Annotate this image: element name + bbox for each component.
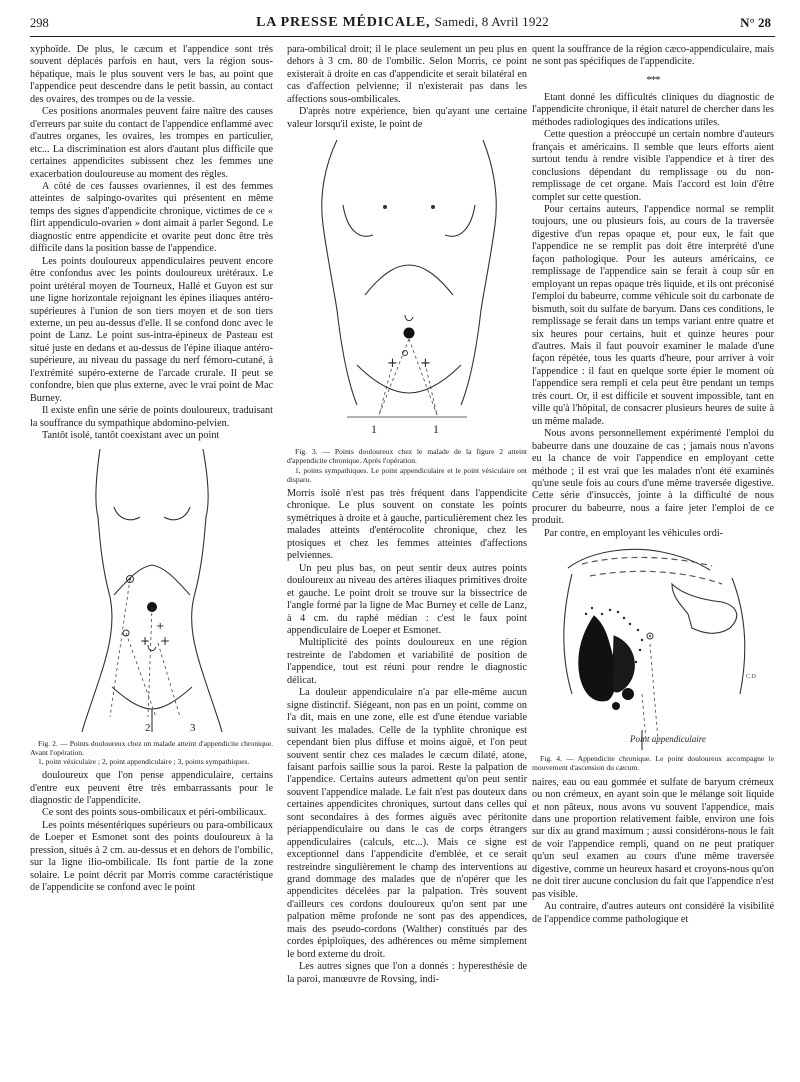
column-1 bbox=[30, 44, 273, 895]
paragraph: Ces positions anormales peuvent faire naître des causes d'erreurs par suite du contact de l'appendice enflammé avec d'autres organes, les ovaires, les trompes en particulier, etc... La discrimination est alors d'autant plus difficile que certaines appendicites subissent chez les femmes une exacerbation douloureuse au moment des règles. bbox=[30, 106, 273, 180]
caption-text: Fig. 4. — Appendicite chronique. Le point douloureux accompagne le mouvement d'ascension du cæcum. bbox=[532, 754, 774, 773]
caption-legend: 1, point vésiculaire ; 2, point appendiculaire ; 3, points sympathiques. bbox=[38, 756, 250, 766]
column-3 bbox=[532, 44, 774, 926]
paragraph: Pour certains auteurs, l'appendice normal se remplit toujours, une ou plusieurs fois, au cours de la traversée digestive d'un repas opaque et, pour eux, le fait que l'appendice ne se remplit pas doit être interprété d'une façon pathologique. Pour les auteurs américains, ce remplissage de l'appendice sain se ferait à coup sûr en employant un repas opaque très liquide, et ils ont préconisé l'emploi du babeurre, comme véhicule soit du carbonate de bismuth, soit du sulfate de baryum. Dans ces conditions, le remplissage se ferait dans un temps variant entre quatre et six heures pour certains, huit et quinze heures pour d'autres. Mais il faut pouvoir examiner le malade d'une façon répétée, tous les quarts d'heure, pour arriver à voir l'appendice : il faut en quelque sorte épier le moment où l'appendice sera rempli et cela peut être pendant un temps très court. Or, il est difficile et souvent impossible, tant en ville qu'à l'hôpital, de consacrer plusieurs heures de suite à un même malade. bbox=[532, 203, 774, 427]
paragraph: Un peu plus bas, on peut sentir deux autres points douloureux au niveau des artères iliaques primitives droite et gauche. Le point droit se trouve sur la bissectrice de l'angle formé par la ligne de Mac Burney et celle de Lanz, à 4 cm. du raphé médian : c'est le faux point appendiculaire de Loeper et Esmonet. bbox=[287, 562, 527, 636]
section-separator bbox=[532, 75, 774, 86]
figure-4-caption bbox=[532, 754, 774, 772]
issue-date: Samedi, 8 Avril 1922 bbox=[434, 14, 549, 29]
torso-illustration-fig2 bbox=[30, 447, 273, 737]
paragraph: D'après notre expérience, bien qu'ayant une certaine valeur lorsqu'il existe, le point de bbox=[287, 106, 527, 130]
asterism: *** bbox=[646, 73, 660, 86]
svg-text:+: + bbox=[160, 633, 171, 648]
paragraph: Il existe enfin une série de points douloureux, traduisant la souffrance du sympathique abdomino-pelvien. bbox=[30, 405, 273, 429]
caption-text: Fig. 3. — Points douloureux chez le malade de la figure 2 atteint d'appendicite chronique. Après l'opération. bbox=[287, 447, 527, 466]
paragraph: Les points douloureux appendiculaires peuvent encore être confondus avec les points douloureux urétéraux. Le point urétéral moyen de Tourneux, Hallé et Guyon est sur une ligne horizontale rejoignant les épines iliaques antéro-supérieures à l'union de son tiers moyen et de son tiers externe, un peu au-dessus d'elle. Il se confond donc avec le point de Lanz. Le point sus-intra-épineux de Pasteau est situé juste en dedans et au-dessus de l'épine iliaque antéro-supérieure, au niveau du passage du nerf fémoro-cutané, à l'extrémité supéro-externe de l'arcade crurale. Il peut se confondre, bien que plus externe, avec le vrai point de Mac Burney. bbox=[30, 255, 273, 404]
svg-text:+: + bbox=[420, 356, 431, 372]
paragraph: quent la souffrance de la région cæco-appendiculaire, mais ne sont pas spécifiques de l'appendicite. bbox=[532, 44, 774, 68]
paragraph: xyphoïde. De plus, le cæcum et l'appendice sont très souvent déplacés parfois en haut, vers la région sous-hépatique, mais le plus souvent vers le bas, au point que l'appendice peut descendre dans le petit bassin, au contact des ovaires, des trompes ou de la vessie. bbox=[30, 44, 273, 105]
svg-text:+: + bbox=[156, 620, 165, 632]
paragraph: naires, eau ou eau gommée et sulfate de baryum crémeux ou non crémeux, en ayant soin que le mélange soit liquide et non pâteux, nous avons vu souvent l'appendice, mais dans une proportion relativement faible, environ une fois sur dix au grand maximum ; aussi considérons-nous le fait de voir l'appendice rempli, quand on ne peut pratiquer qu'un seul examen au cours d'une même traversée digestive, comme un heureux hasard et croyons-nous qu'on ne doit tirer aucune conclusion du fait que l'appendice n'est pas visible. bbox=[532, 776, 774, 900]
paragraph: Tantôt isolé, tantôt coexistant avec un point bbox=[42, 430, 220, 442]
umbilical-marker bbox=[404, 328, 415, 339]
paragraph: Les points mésentériques supérieurs ou para-ombilicaux de Loeper et Esmonet sont des points douloureux à la pression, situés à 2 cm. au-dessus et en dehors de l'ombilic, sur la ligne ilio-ombilicale. Ils font partie de la zone solaire. Le point décrit par Morris comme caractéristique de l'appendicite se confond avec le point bbox=[30, 819, 273, 894]
paragraph: A côté de ces fausses ovariennes, il est des femmes atteintes de salpingo-ovarites qui présentent en même temps des signes d'appendicite chronique, victimes de ce « flirt appendiculo-ovarien » dont aimait à parler Segond. Le diagnostic entre appendicite et ovarite peut donc être très difficile dans la position basse de l'appendice. bbox=[30, 180, 273, 255]
torso-illustration-fig3 bbox=[287, 135, 527, 445]
journal-title: LA PRESSE MÉDICALE, bbox=[256, 15, 431, 30]
figure-2 bbox=[30, 447, 273, 767]
paragraph: Par contre, en employant les véhicules ordi- bbox=[544, 527, 724, 539]
page-header bbox=[30, 14, 775, 37]
figure-corner-mark: C.D bbox=[746, 674, 756, 681]
paragraph: Les autres signes que l'on a donnés : hyperesthésie de la paroi, manœuvre de Rovsing, indi- bbox=[287, 961, 527, 985]
caption-text: Fig. 2. — Points douloureux chez un malade atteint d'appendicite chronique. Avant l'opération. bbox=[30, 738, 273, 757]
issue-number: N° 28 bbox=[740, 15, 771, 30]
column-2 bbox=[287, 44, 527, 986]
svg-text:+: + bbox=[387, 356, 398, 372]
fig3-label-left: 1 bbox=[371, 422, 377, 437]
masthead bbox=[30, 14, 775, 31]
fig2-label-3: 3 bbox=[190, 721, 196, 734]
figure-3 bbox=[287, 135, 527, 484]
paragraph: Morris isolé n'est pas très fréquent dans l'appendicite chronique. Le plus souvent on constate les points symétriques à droite et à gauche, particulièrement chez les malades atteints d'entérocolite chronique, chez les ptosiques et chez les femmes atteintes d'affections pelviennes. bbox=[287, 487, 527, 562]
paragraph: Nous avons personnellement expérimenté l'emploi du babeurre dans une douzaine de cas ; jamais nous n'avons eu la chance de voir l'appendice en employant cette méthode ; il est vrai que les malades n'ont été examinés qu'une seule fois au cours d'une même traversée digestive. Cette série d'insuccès, jointe à la difficulté de nous procurer du babeurre, nous a faire jeter l'emploi de ce produit. bbox=[532, 428, 774, 527]
figure-4 bbox=[532, 544, 774, 772]
paragraph: Multiplicité des points douloureux en une région restreinte de l'abdomen et variabilité de position de l'appendice, tout est réuni pour rendre le diagnostic délicat. bbox=[287, 637, 527, 686]
figure-3-caption bbox=[287, 447, 527, 484]
appendix-point-label: Point appendiculaire bbox=[630, 734, 706, 745]
page-number: 298 bbox=[30, 16, 49, 30]
fig3-label-right: 1 bbox=[433, 422, 439, 437]
paragraph: para-ombilical droit; il le place seulement un peu plus en dehors à 3 cm. 80 de l'ombilic. Selon Morris, ce point existerait à droite en cas d'appendicite et serait bilatéral en cas d'affection pelvienne; il n'existerait pas dans les affections sous-ombilicales. bbox=[287, 44, 527, 105]
paragraph: douloureux que l'on pense appendiculaire, certains d'entre eux peuvent être très embarrassants pour le diagnostic de l'appendicite. bbox=[30, 770, 273, 807]
paragraph: Au contraire, d'autres auteurs ont considéré la visibilité de l'appendice comme pathologique et bbox=[532, 901, 774, 925]
paragraph: Etant donné les difficultés cliniques du diagnostic de l'appendicite chronique, il était naturel de chercher dans les méthodes radiologiques des indications utiles. bbox=[532, 91, 774, 128]
caption-legend: 1, points sympathiques. Le point appendiculaire et le point vésiculaire ont disparu. bbox=[287, 465, 527, 484]
paragraph: Ce sont des points sous-ombilicaux et péri-ombilicaux. bbox=[42, 807, 267, 819]
radiograph-illustration-fig4 bbox=[532, 544, 774, 752]
svg-text:+: + bbox=[140, 633, 151, 648]
paragraph: La douleur appendiculaire n'a par elle-même aucun signe distinctif. Siégeant, non pas en un point, comme on l'a dit, mais en une zone, elle est d'une étendue variable suivant les malades. Celle de la typhlite chronique est cependant bien plus diffuse et moins aiguë, et l'on peut souvent sentir chez ces malades le cæcum dilaté, atone, faisant parfois saillie sous la paroi. Reste la palpation de l'appendice. Certains auteurs admettent qu'on peut sentir souvent l'appendice malade. Le fait n'est pas douteux dans certaines appendicites chroniques, surtout dans celles qui sont secondaires à des formes aiguës avec péritonite périappendiculaire ou dans le cas de corps étrangers appendiculaires (calculs, etc...). Mais ce signe est exceptionnel dans l'appendicite d'emblée, et ce serait restreindre singulièrement le champ des interventions au grand dommage des malades que de n'opérer que les appendicites décelées par la palpation. Très souvent d'ailleurs ces cordons douloureux qu'on sent par une palpation même profonde ne sont pas des appendices, mais des pseudo-cordons (Walther) constitués par des cordes épiploïques, des adhérences ou même simplement le bord externe du droit. bbox=[287, 687, 527, 960]
figure-2-caption bbox=[30, 739, 273, 767]
fig2-label-2: 2 bbox=[145, 721, 151, 734]
paragraph: Cette question a préoccupé un certain nombre d'auteurs français et américains. Il semble que leurs efforts aient surtout tendu à rendre visible l'appendice et à tirer des conclusions dépendant du remplissage ou du non-remplissage de cet organe. Mais l'accord est loin d'être complet sur cette question. bbox=[532, 129, 774, 203]
